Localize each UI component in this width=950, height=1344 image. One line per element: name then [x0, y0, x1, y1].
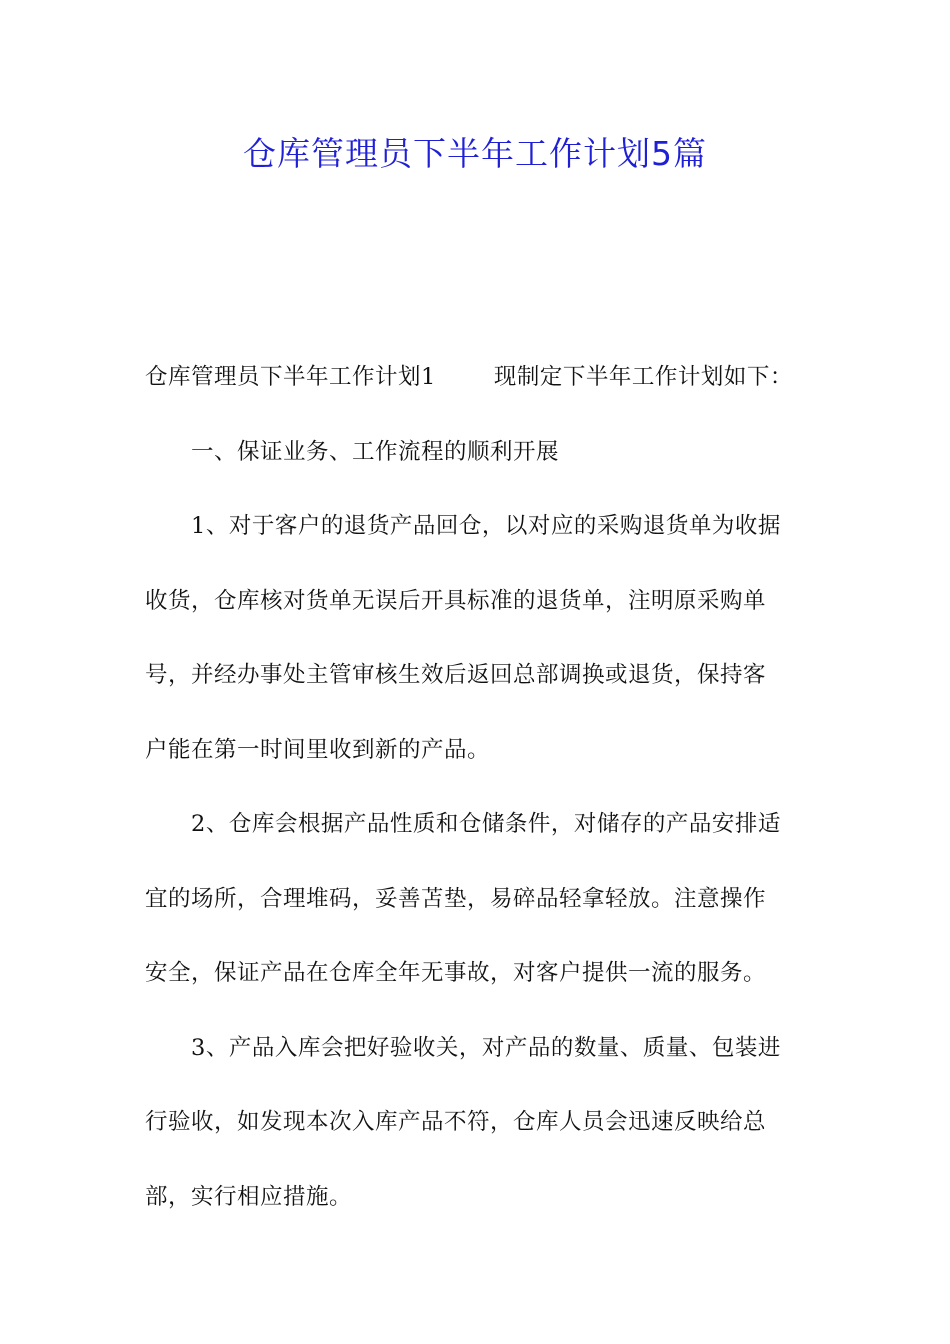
paragraph-line: 宜的场所，合理堆码，妥善苫垫，易碎品轻拿轻放。注意操作: [145, 885, 767, 912]
document-title: 仓库管理员下半年工作计划5篇: [243, 134, 707, 173]
section-title: 一、保证业务、工作流程的顺利开展: [191, 438, 560, 465]
paragraph-line: 3、产品入库会把好验收关，对产品的数量、质量、包装进: [191, 1034, 781, 1061]
paragraph-line: 部，实行相应措施。: [145, 1183, 353, 1210]
plan-intro: 现制定下半年工作计划如下：: [493, 364, 793, 390]
paragraph-line: 号，并经办事处主管审核生效后返回总部调换或退货，保持客: [145, 662, 767, 688]
paragraph-line: 户能在第一时间里收到新的产品。: [145, 736, 491, 763]
paragraph-line: 安全，保证产品在仓库全年无事故，对客户提供一流的服务。: [145, 960, 767, 986]
section-heading-line: [145, 340, 810, 415]
paragraph-line: 1、对于客户的退货产品回仓，以对应的采购退货单为收据: [191, 513, 781, 539]
plan-heading: 仓库管理员下半年工作计划1: [145, 364, 436, 390]
paragraph-line: 收货，仓库核对货单无误后开具标准的退货单，注明原采购单: [145, 587, 767, 614]
document-body: [145, 340, 810, 1234]
paragraph-line: 2、仓库会根据产品性质和仓储条件，对储存的产品安排适: [191, 811, 781, 837]
paragraph-line: 行验收，如发现本次入库产品不符，仓库人员会迅速反映给总: [145, 1109, 767, 1135]
